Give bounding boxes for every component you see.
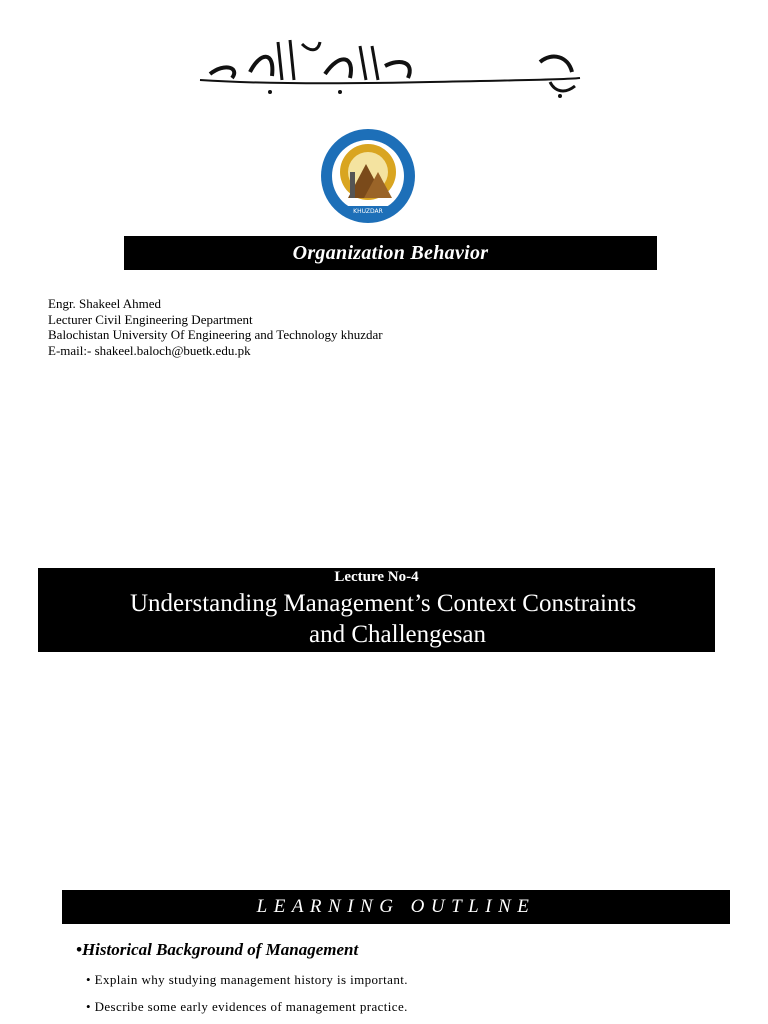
author-position: Lecturer Civil Engineering Department <box>48 311 253 327</box>
course-title-bar <box>124 236 657 270</box>
outline-bullet-2: • Describe some early evidences of management practice. <box>86 999 408 1014</box>
lecture-title-line2: and Challengesan <box>309 621 487 648</box>
learning-outline-heading: LEARNING OUTLINE <box>256 896 536 917</box>
lecture-number: Lecture No-4 <box>334 569 419 585</box>
lecture-title-bar <box>38 568 715 652</box>
lecture-title-line1: Understanding Management’s Context Constraints <box>130 590 637 617</box>
author-email: E-mail:- shakeel.baloch@buetk.edu.pk <box>48 342 251 358</box>
outline-bullet-1: • Explain why studying management history is important. <box>86 972 408 987</box>
bismillah-calligraphy <box>180 22 600 112</box>
author-info <box>48 296 383 358</box>
university-logo <box>318 126 418 226</box>
logo-banner-text: KHUZDAR <box>353 208 383 215</box>
author-name: Engr. Shakeel Ahmed <box>48 296 162 311</box>
author-institution: Balochistan University Of Engineering and Technology khuzdar <box>48 327 383 342</box>
section-heading: •Historical Background of Management <box>76 940 359 959</box>
course-title: Organization Behavior <box>292 241 489 264</box>
learning-outline-bar <box>62 890 730 924</box>
